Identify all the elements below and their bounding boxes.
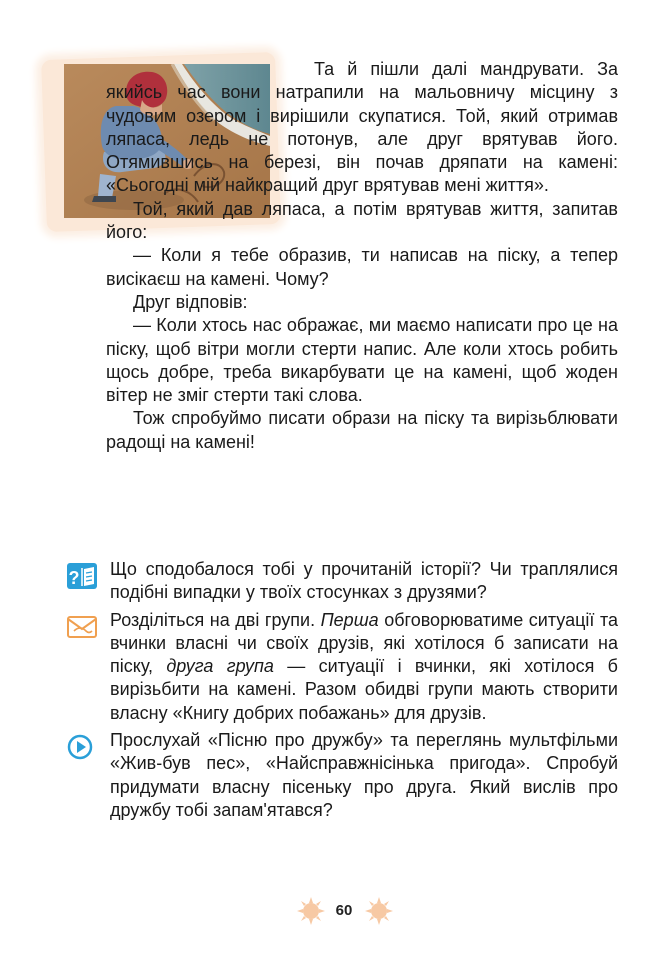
- tasks-list: [66, 558, 618, 826]
- play-circle-icon[interactable]: [66, 731, 98, 763]
- page-number: 60: [335, 902, 353, 919]
- story-text: [106, 58, 618, 454]
- sun-ornament-left-icon: [296, 896, 326, 926]
- task-1-text: Що сподобалося тобі у прочитаній історії? Чи траплялися подібні випадки у твоїх стосунках з друзями?: [110, 559, 618, 603]
- task-2: [66, 609, 618, 725]
- sun-ornament-right-icon: [364, 896, 394, 926]
- task-3: [66, 729, 618, 822]
- svg-text:?: ?: [68, 568, 80, 588]
- story-paragraph-5: — Коли хтось нас ображає, ми маємо написати про це на піску, щоб вітри могли стерти напис. Але коли хтось робить щось добре, треба викарбувати це на камені, щоб жоден вітер не зміг стерти такі слова.: [106, 315, 618, 406]
- story-paragraph-3: — Коли я тебе образив, ти написав на піску, а тепер висікаєш на камені. Чому?: [106, 245, 618, 289]
- handshake-envelope-icon: [66, 611, 98, 643]
- story-paragraph-4: Друг відповів:: [133, 291, 248, 312]
- story-paragraph-2: Той, який дав ляпаса, а потім врятував життя, запитав його:: [106, 198, 618, 243]
- page-footer: [0, 896, 670, 930]
- question-book-icon: [66, 560, 98, 592]
- task-3-text: Прослухай «Пісню про дружбу» та переглянь мультфільми «Жив-був пес», «Найсправжнісінька пригода». Спробуй придумати власну пісеньку про друга. Який вислів про дружбу тобі запам'ятався?: [110, 730, 618, 820]
- story-paragraph-6: Тож спробуймо писати образи на піску та вирізьблювати радощі на камені!: [106, 408, 618, 452]
- task-2-text: Розділіться на дві групи. Перша обговорюватиме ситуації та вчинки власні чи своїх друзів, які хотілося б записати на піску, друга група — ситуації і вчинки, які хотілося б вирізьбити на камені. Разом обидві групи мають створити власну «Книгу добрих побажань» для друзів.: [110, 609, 619, 723]
- task-1: [66, 558, 618, 605]
- story-paragraph-1: Та й пішли далі мандрувати. За якийсь час вони натрапили на мальовничу місцину з чудовим озером і вирішили скупатися. Той, який отримав ляпаса, ледь не потонув, але друг врятував його. Отямившись на березі, він почав дряпати на камені: «Сьогодні мій найкращий друг врятував мені життя».: [106, 59, 618, 196]
